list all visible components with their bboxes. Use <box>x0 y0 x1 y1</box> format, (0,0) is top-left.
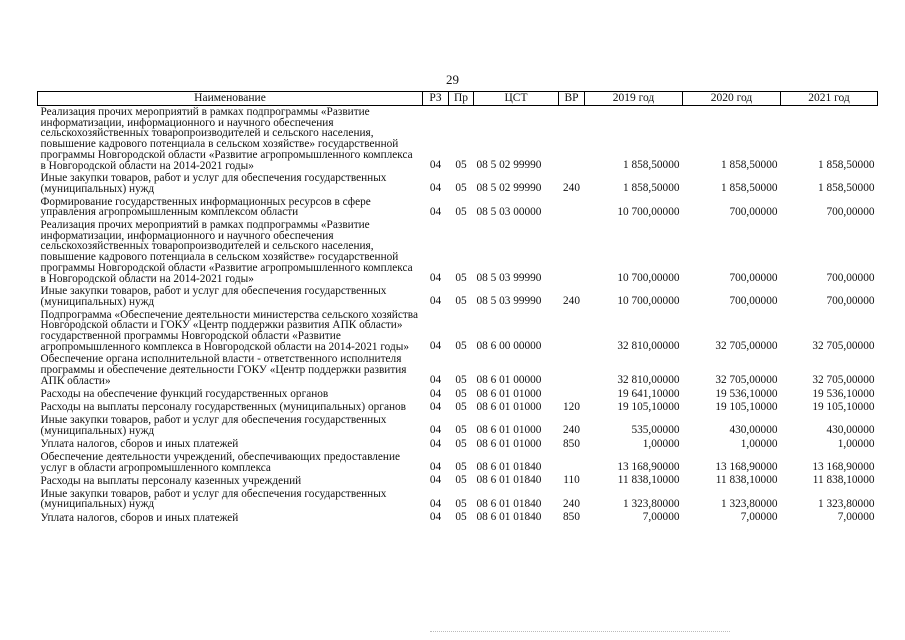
cell-pr: 05 <box>455 340 467 353</box>
cell-name: Реализация прочих мероприятий в рамках подпрограммы «Развитие информатизации, информационного и научного обеспечения сельскохозяйственных товаропроизводителей и сельского населения, повышение кадрового потенциала в сельском хозяйстве» государственной программы Новгородской области «Развитие агропромышленного комплекса в Новгородской области на 2014-2021 годы» <box>40 106 413 172</box>
scan-artifact-line <box>430 631 730 634</box>
cell-vr <box>559 196 585 219</box>
cell-2021: 13 168,90000 <box>812 460 875 473</box>
cell-vr: 240 <box>563 295 580 308</box>
cell-vr <box>559 388 585 401</box>
cell-2019: 7,00000 <box>642 510 680 523</box>
cell-name: Обеспечение органа исполнительной власти - ответственного исполнителя программы и обеспечение деятельности ГОКУ «Центр поддержки развития АПК области» <box>40 353 407 387</box>
cell-cst: 08 5 02 99990 <box>476 182 542 195</box>
cell-2020: 19 536,10000 <box>715 387 778 400</box>
cell-2020: 430,00000 <box>729 424 778 437</box>
table-row <box>38 401 878 414</box>
table-body <box>38 106 878 525</box>
cell-2020: 1 323,80000 <box>721 497 778 510</box>
cell-cst: 08 6 01 01840 <box>476 510 542 523</box>
cell-vr: 850 <box>563 437 580 450</box>
cell-pr: 05 <box>455 424 467 437</box>
table-row <box>38 451 878 474</box>
cell-2019: 1 858,50000 <box>623 158 680 171</box>
cell-name: Уплата налогов, сборов и иных платежей <box>40 438 239 451</box>
cell-cst: 08 6 01 01840 <box>476 474 542 487</box>
column-header-name: Наименование <box>38 92 423 106</box>
cell-rz: 04 <box>429 460 442 473</box>
table-row <box>38 414 878 437</box>
cell-2021: 7,00000 <box>837 510 875 523</box>
cell-2020: 700,00000 <box>729 295 778 308</box>
cell-2019: 32 810,00000 <box>617 340 680 353</box>
table-row <box>38 309 878 354</box>
table-row <box>38 353 878 387</box>
cell-vr: 240 <box>563 497 580 510</box>
cell-name: Иные закупки товаров, работ и услуг для обеспечения государственных (муниципальных) нужд <box>40 414 387 437</box>
cell-cst: 08 5 03 99990 <box>476 295 542 308</box>
cell-pr: 05 <box>455 497 467 510</box>
table-row <box>38 196 878 219</box>
cell-2020: 1 858,50000 <box>721 182 778 195</box>
table-row <box>38 438 878 451</box>
cell-2019: 1 858,50000 <box>623 182 680 195</box>
column-header-2021: 2021 год <box>781 92 878 106</box>
table-header-row <box>38 92 878 106</box>
cell-pr: 05 <box>455 510 467 523</box>
page-number: 29 <box>446 72 459 87</box>
cell-vr: 240 <box>563 424 580 437</box>
cell-vr <box>559 106 585 173</box>
cell-pr: 05 <box>455 295 467 308</box>
cell-name: Формирование государственных информационных ресурсов в сфере управления агропромышленным комплексом области <box>40 195 371 219</box>
cell-pr: 05 <box>455 271 467 284</box>
column-header-cst: ЦСТ <box>474 92 559 106</box>
cell-2021: 1 858,50000 <box>818 158 875 171</box>
table-row <box>38 172 878 195</box>
cell-2021: 1 323,80000 <box>818 497 875 510</box>
cell-name: Уплата налогов, сборов и иных платежей <box>40 511 239 524</box>
cell-name: Обеспечение деятельности учреждений, обеспечивающих предоставление услуг в области агропромышленного комплекса <box>40 450 401 474</box>
cell-2021: 1,00000 <box>837 437 875 450</box>
cell-2019: 1 323,80000 <box>623 497 680 510</box>
cell-pr: 05 <box>455 387 467 400</box>
cell-cst: 08 6 01 01000 <box>476 387 542 400</box>
cell-vr: 110 <box>563 474 580 487</box>
cell-2021: 11 838,10000 <box>812 474 875 487</box>
cell-name: Реализация прочих мероприятий в рамках подпрограммы «Развитие информатизации, информационного и научного обеспечения сельскохозяйственных товаропроизводителей и сельского населения, повышение кадрового потенциала в сельском хозяйстве» государственной программы Новгородской области «Развитие агропромышленного комплекса в Новгородской области на 2014-2021 годы» <box>40 219 413 285</box>
cell-rz: 04 <box>429 271 442 284</box>
cell-rz: 04 <box>429 400 442 413</box>
cell-cst: 08 6 01 01840 <box>476 460 542 473</box>
table-row <box>38 388 878 401</box>
cell-cst: 08 6 00 00000 <box>476 340 542 353</box>
cell-rz: 04 <box>429 474 442 487</box>
cell-cst: 08 5 02 99990 <box>476 158 542 171</box>
cell-name: Подпрограмма «Обеспечение деятельности министерства сельского хозяйства Новгородской области и ГОКУ «Центр поддержки развития АПК области» государственной программы Новгородской области «Развитие агропромышленного комплекса в Новгородской области на 2014-2021 годы» <box>40 308 418 353</box>
column-header-2020: 2020 год <box>683 92 781 106</box>
cell-rz: 04 <box>429 510 442 523</box>
table-row <box>38 488 878 511</box>
cell-rz: 04 <box>429 387 442 400</box>
cell-2020: 7,00000 <box>740 510 778 523</box>
column-header-2019: 2019 год <box>585 92 683 106</box>
cell-2019: 535,00000 <box>631 424 680 437</box>
column-header-pr: Пр <box>449 92 474 106</box>
cell-pr: 05 <box>455 374 467 387</box>
cell-pr: 05 <box>455 400 467 413</box>
cell-pr: 05 <box>455 182 467 195</box>
table-row <box>38 106 878 173</box>
cell-2020: 1 858,50000 <box>721 158 778 171</box>
cell-pr: 05 <box>455 474 467 487</box>
cell-2021: 19 536,10000 <box>812 387 875 400</box>
cell-rz: 04 <box>429 182 442 195</box>
cell-cst: 08 6 01 01000 <box>476 400 542 413</box>
cell-2021: 700,00000 <box>826 205 875 218</box>
cell-cst: 08 5 03 00000 <box>476 205 542 218</box>
cell-2021: 19 105,10000 <box>812 400 875 413</box>
cell-rz: 04 <box>429 295 442 308</box>
cell-2020: 700,00000 <box>729 271 778 284</box>
cell-cst: 08 6 01 01840 <box>476 497 542 510</box>
cell-cst: 08 5 03 99990 <box>476 271 542 284</box>
cell-vr <box>559 353 585 387</box>
cell-2020: 11 838,10000 <box>715 474 778 487</box>
cell-2021: 700,00000 <box>826 295 875 308</box>
cell-cst: 08 6 01 00000 <box>476 374 542 387</box>
cell-2020: 700,00000 <box>729 205 778 218</box>
cell-2019: 32 810,00000 <box>617 374 680 387</box>
cell-2020: 13 168,90000 <box>715 460 778 473</box>
cell-rz: 04 <box>429 424 442 437</box>
cell-vr <box>559 219 585 285</box>
table-row <box>38 474 878 487</box>
cell-vr: 240 <box>563 182 580 195</box>
cell-rz: 04 <box>429 497 442 510</box>
cell-rz: 04 <box>429 205 442 218</box>
cell-rz: 04 <box>429 340 442 353</box>
cell-2021: 1 858,50000 <box>818 182 875 195</box>
cell-pr: 05 <box>455 437 467 450</box>
cell-pr: 05 <box>455 460 467 473</box>
cell-pr: 05 <box>455 205 467 218</box>
cell-2021: 32 705,00000 <box>812 374 875 387</box>
cell-name: Расходы на обеспечение функций государственных органов <box>40 388 329 401</box>
cell-vr <box>559 309 585 354</box>
cell-cst: 08 6 01 01000 <box>476 437 542 450</box>
cell-2020: 19 105,10000 <box>715 400 778 413</box>
cell-2019: 19 105,10000 <box>617 400 680 413</box>
cell-2020: 1,00000 <box>740 437 778 450</box>
cell-2020: 32 705,00000 <box>715 340 778 353</box>
column-header-rz: РЗ <box>423 92 449 106</box>
cell-name: Иные закупки товаров, работ и услуг для обеспечения государственных (муниципальных) нужд <box>40 285 387 308</box>
cell-rz: 04 <box>429 374 442 387</box>
cell-2019: 10 700,00000 <box>617 205 680 218</box>
cell-2019: 10 700,00000 <box>617 295 680 308</box>
cell-2021: 700,00000 <box>826 271 875 284</box>
cell-vr <box>559 451 585 474</box>
cell-vr: 120 <box>563 400 580 413</box>
cell-name: Иные закупки товаров, работ и услуг для обеспечения государственных (муниципальных) нужд <box>40 172 387 195</box>
cell-name: Иные закупки товаров, работ и услуг для обеспечения государственных (муниципальных) нужд <box>40 487 387 511</box>
cell-vr: 850 <box>563 510 580 523</box>
table-row <box>38 511 878 524</box>
cell-2019: 13 168,90000 <box>617 460 680 473</box>
cell-cst: 08 6 01 01000 <box>476 424 542 437</box>
table-row <box>38 285 878 308</box>
cell-2021: 430,00000 <box>826 424 875 437</box>
cell-pr: 05 <box>455 158 467 171</box>
budget-table <box>37 91 878 524</box>
cell-2020: 32 705,00000 <box>715 374 778 387</box>
cell-rz: 04 <box>429 158 442 171</box>
cell-name: Расходы на выплаты персоналу государственных (муниципальных) органов <box>40 401 406 414</box>
cell-2019: 10 700,00000 <box>617 271 680 284</box>
cell-2019: 1,00000 <box>642 437 680 450</box>
column-header-vr: ВР <box>559 92 585 106</box>
cell-2021: 32 705,00000 <box>812 340 875 353</box>
cell-name: Расходы на выплаты персоналу казенных учреждений <box>40 474 302 487</box>
cell-2019: 11 838,10000 <box>617 474 680 487</box>
table-row <box>38 219 878 285</box>
cell-rz: 04 <box>429 437 442 450</box>
cell-2019: 19 641,10000 <box>617 387 680 400</box>
